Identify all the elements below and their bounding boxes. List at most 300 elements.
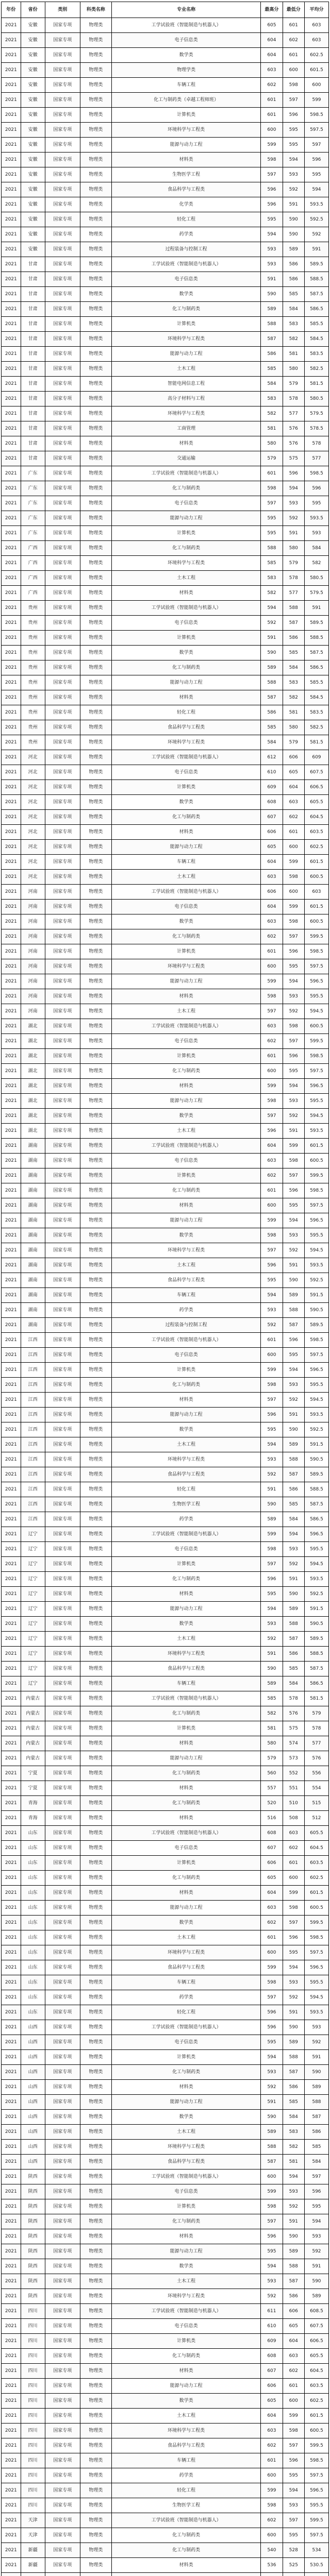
avg-score-cell: 594.5 [304, 1990, 328, 2005]
max-score-cell: 599 [261, 974, 283, 989]
max-score-cell: 601 [261, 1333, 283, 1348]
category-cell: 国家专项 [45, 2199, 80, 2214]
table-row [2, 855, 329, 870]
table-row [2, 2558, 329, 2573]
major-cell: 化工与制药类 [112, 302, 261, 317]
category-cell: 国家专项 [45, 257, 80, 272]
max-score-cell: 600 [261, 1348, 283, 1363]
year-cell: 2021 [2, 526, 21, 541]
min-score-cell: 595 [283, 2468, 304, 2483]
category-cell: 国家专项 [45, 1691, 80, 1706]
table-row [2, 2468, 329, 2483]
major-cell: 工学试验班（智能制造与机器人） [112, 2513, 261, 2528]
avg-score-cell: 603.5 [304, 2379, 328, 2394]
avg-score-cell: 594 [304, 2214, 328, 2229]
table-row [2, 197, 329, 212]
province-cell: 辽宁 [21, 1572, 45, 1587]
year-cell: 2021 [2, 2005, 21, 2020]
subject-cell: 物理类 [80, 601, 111, 616]
min-score-cell: 593 [283, 1094, 304, 1109]
major-cell: 化工与制药类 [112, 2543, 261, 2558]
province-cell: 湖南 [21, 1168, 45, 1183]
category-cell: 国家专项 [45, 1019, 80, 1034]
subject-cell: 物理类 [80, 197, 111, 212]
major-cell: 电子信息类 [112, 1154, 261, 1168]
category-cell: 国家专项 [45, 1542, 80, 1557]
avg-score-cell: 595 [304, 496, 328, 511]
year-cell: 2021 [2, 2199, 21, 2214]
min-score-cell: 592 [283, 1393, 304, 1408]
subject-cell: 物理类 [80, 392, 111, 406]
table-row [2, 974, 329, 989]
province-cell: 甘肃 [21, 421, 45, 436]
province-cell: 内蒙古 [21, 1691, 45, 1706]
table-row [2, 1796, 329, 1811]
max-score-cell: 597 [261, 1004, 283, 1019]
min-score-cell: 592 [283, 1557, 304, 1572]
avg-score-cell: 601.5 [304, 855, 328, 870]
province-cell: 广西 [21, 586, 45, 601]
subject-cell: 物理类 [80, 750, 111, 765]
min-score-cell: 595 [283, 2528, 304, 2543]
avg-score-cell: 587.5 [304, 1497, 328, 1512]
avg-score-cell: 582 [304, 556, 328, 571]
year-cell: 2021 [2, 1736, 21, 1751]
category-cell: 国家专项 [45, 1348, 80, 1363]
subject-cell: 物理类 [80, 1482, 111, 1497]
major-cell: 环境科学与工程类 [112, 406, 261, 421]
max-score-cell: 603 [261, 2424, 283, 2438]
max-score-cell: 598 [261, 152, 283, 167]
year-cell: 2021 [2, 735, 21, 750]
avg-score-cell: 578 [304, 436, 328, 451]
year-cell: 2021 [2, 1527, 21, 1542]
province-cell: 安徽 [21, 33, 45, 48]
table-row [2, 914, 329, 929]
year-cell: 2021 [2, 2184, 21, 2199]
table-row [2, 556, 329, 571]
category-cell: 国家专项 [45, 511, 80, 526]
min-score-cell: 591 [283, 1124, 304, 1139]
table-row [2, 2244, 329, 2259]
province-cell: 安徽 [21, 18, 45, 33]
year-cell: 2021 [2, 2080, 21, 2095]
avg-score-cell: 595.5 [304, 1228, 328, 1243]
province-cell: 湖北 [21, 1094, 45, 1109]
year-cell: 2021 [2, 944, 21, 959]
table-body [2, 18, 329, 2576]
province-cell: 安徽 [21, 227, 45, 242]
table-row [2, 616, 329, 631]
year-cell: 2021 [2, 257, 21, 272]
min-score-cell: 576 [283, 436, 304, 451]
min-score-cell: 603 [283, 795, 304, 810]
year-cell: 2021 [2, 541, 21, 556]
year-cell: 2021 [2, 2140, 21, 2155]
avg-score-cell: 601.5 [304, 1139, 328, 1154]
subject-cell: 物理类 [80, 825, 111, 840]
subject-cell: 物理类 [80, 1318, 111, 1333]
avg-score-cell: 600.5 [304, 1019, 328, 1034]
avg-score-cell: 512 [304, 1811, 328, 1826]
max-score-cell: 516 [261, 1811, 283, 1826]
avg-score-cell: 598.5 [304, 108, 328, 123]
subject-cell: 物理类 [80, 2170, 111, 2184]
province-cell: 安徽 [21, 242, 45, 257]
province-cell: 广东 [21, 526, 45, 541]
category-cell: 国家专项 [45, 33, 80, 48]
category-cell: 国家专项 [45, 1004, 80, 1019]
province-cell: 辽宁 [21, 1542, 45, 1557]
province-cell: 辽宁 [21, 1647, 45, 1662]
min-score-cell: 596 [283, 1049, 304, 1064]
subject-cell: 物理类 [80, 720, 111, 735]
max-score-cell: 596 [261, 197, 283, 212]
major-cell: 能源与动力工程 [112, 1751, 261, 1766]
max-score-cell: 595 [261, 1422, 283, 1437]
major-cell: 数学类 [112, 795, 261, 810]
max-score-cell: 595 [261, 511, 283, 526]
subject-cell: 物理类 [80, 2005, 111, 2020]
year-cell: 2021 [2, 690, 21, 705]
min-score-cell: 588 [283, 1617, 304, 1632]
max-score-cell: 593 [261, 257, 283, 272]
min-score-cell: 603 [283, 1826, 304, 1841]
table-row [2, 1841, 329, 1856]
major-cell: 计算机类 [112, 2050, 261, 2065]
year-cell: 2021 [2, 1408, 21, 1422]
major-cell: 计算机类 [112, 526, 261, 541]
category-cell: 国家专项 [45, 780, 80, 795]
province-cell: 湖南 [21, 1303, 45, 1318]
subject-cell: 物理类 [80, 1766, 111, 1781]
table-row [2, 496, 329, 511]
province-cell: 内蒙古 [21, 1706, 45, 1721]
avg-score-cell: 586.5 [304, 1512, 328, 1527]
table-row [2, 541, 329, 556]
table-row [2, 1452, 329, 1467]
avg-score-cell: 581.5 [304, 735, 328, 750]
max-score-cell: 582 [261, 406, 283, 421]
year-cell: 2021 [2, 765, 21, 780]
table-row [2, 2334, 329, 2349]
category-cell: 国家专项 [45, 1109, 80, 1124]
year-cell: 2021 [2, 1482, 21, 1497]
province-cell: 河南 [21, 974, 45, 989]
table-row [2, 2573, 329, 2576]
avg-score-cell: 592.5 [304, 1273, 328, 1288]
table-row [2, 182, 329, 197]
min-score-cell: 582 [283, 2140, 304, 2155]
min-score-cell: 582 [283, 332, 304, 347]
year-cell: 2021 [2, 1393, 21, 1408]
avg-score-cell: 588.5 [304, 272, 328, 287]
category-cell: 国家专项 [45, 526, 80, 541]
province-cell: 安徽 [21, 93, 45, 108]
table-row [2, 2409, 329, 2424]
min-score-cell: 601 [283, 2379, 304, 2394]
category-cell: 国家专项 [45, 1482, 80, 1497]
avg-score-cell: 598.5 [304, 1333, 328, 1348]
category-cell: 国家专项 [45, 1751, 80, 1766]
subject-cell: 物理类 [80, 1871, 111, 1886]
table-row [2, 1243, 329, 1258]
major-cell: 化工与制药类 [112, 541, 261, 556]
subject-cell: 物理类 [80, 1213, 111, 1228]
province-cell: 山东 [21, 1856, 45, 1871]
subject-cell: 物理类 [80, 780, 111, 795]
max-score-cell: 595 [261, 212, 283, 227]
year-cell: 2021 [2, 1124, 21, 1139]
major-cell: 化学类 [112, 197, 261, 212]
avg-score-cell: 585 [304, 2140, 328, 2155]
avg-score-cell: 588.5 [304, 1647, 328, 1662]
max-score-cell: 598 [261, 1094, 283, 1109]
major-cell: 环境科学与工程类 [112, 735, 261, 750]
max-score-cell: 607 [261, 2364, 283, 2379]
min-score-cell: 577 [283, 586, 304, 601]
max-score-cell: 610 [261, 2319, 283, 2334]
max-score-cell: 604 [261, 2409, 283, 2424]
min-score-cell: 600 [283, 885, 304, 900]
category-cell: 国家专项 [45, 227, 80, 242]
avg-score-cell: 605.5 [304, 795, 328, 810]
major-cell: 数学类 [112, 1916, 261, 1930]
table-row [2, 825, 329, 840]
max-score-cell: 603 [261, 63, 283, 78]
max-score-cell: 596 [261, 1408, 283, 1422]
subject-cell: 物理类 [80, 1393, 111, 1408]
year-cell: 2021 [2, 1049, 21, 1064]
table-row [2, 1154, 329, 1168]
avg-score-cell: 596.5 [304, 1527, 328, 1542]
category-cell: 国家专项 [45, 1721, 80, 1736]
province-cell: 甘肃 [21, 362, 45, 377]
province-cell: 河南 [21, 959, 45, 974]
category-cell: 国家专项 [45, 2483, 80, 2498]
min-score-cell: 594 [283, 2483, 304, 2498]
subject-cell: 物理类 [80, 2020, 111, 2035]
avg-score-cell: 596.5 [304, 1079, 328, 1094]
min-score-cell: 593 [283, 989, 304, 1004]
year-cell: 2021 [2, 302, 21, 317]
category-cell: 国家专项 [45, 1049, 80, 1064]
province-cell: 贵州 [21, 646, 45, 660]
major-cell: 数学类 [112, 1422, 261, 1437]
major-cell: 环境科学与工程类 [112, 1243, 261, 1258]
year-cell: 2021 [2, 1288, 21, 1303]
table-row [2, 287, 329, 302]
year-cell: 2021 [2, 2020, 21, 2035]
major-cell: 电子信息类 [112, 272, 261, 287]
subject-cell: 物理类 [80, 1916, 111, 1930]
year-cell: 2021 [2, 78, 21, 93]
min-score-cell: 600 [283, 1871, 304, 1886]
table-row [2, 2483, 329, 2498]
avg-score-cell: 607.5 [304, 2319, 328, 2334]
year-cell: 2021 [2, 959, 21, 974]
major-cell: 车辆工程 [112, 2453, 261, 2468]
max-score-cell: 603 [261, 870, 283, 885]
table-row [2, 2155, 329, 2170]
province-cell: 宁夏 [21, 1766, 45, 1781]
year-cell: 2021 [2, 1094, 21, 1109]
year-cell: 2021 [2, 571, 21, 586]
category-cell: 国家专项 [45, 197, 80, 212]
min-score-cell: 598 [283, 914, 304, 929]
year-cell: 2021 [2, 2319, 21, 2334]
major-cell: 食品科学与工程类 [112, 1960, 261, 1975]
category-cell: 国家专项 [45, 1333, 80, 1348]
category-cell: 国家专项 [45, 2468, 80, 2483]
subject-cell: 物理类 [80, 2095, 111, 2110]
min-score-cell: 596 [283, 1930, 304, 1945]
year-cell: 2021 [2, 1557, 21, 1572]
avg-score-cell: 592.5 [304, 1587, 328, 1602]
year-cell: 2021 [2, 93, 21, 108]
max-score-cell: 607 [261, 810, 283, 825]
table-row [2, 2170, 329, 2184]
table-row [2, 1751, 329, 1766]
province-cell: 江西 [21, 1497, 45, 1512]
max-score-cell: 601 [261, 2453, 283, 2468]
subject-cell: 物理类 [80, 1183, 111, 1198]
min-score-cell: 591 [283, 197, 304, 212]
subject-cell: 物理类 [80, 2558, 111, 2573]
table-row [2, 2035, 329, 2050]
major-cell: 化工与制药类 [112, 1766, 261, 1781]
avg-score-cell: 597 [304, 2170, 328, 2184]
category-cell: 国家专项 [45, 1437, 80, 1452]
min-score-cell: 596 [283, 2453, 304, 2468]
avg-score-cell: 590 [304, 2065, 328, 2080]
major-cell: 电子信息类 [112, 900, 261, 914]
province-cell: 四川 [21, 2483, 45, 2498]
min-score-cell: 594 [283, 974, 304, 989]
category-cell: 国家专项 [45, 1258, 80, 1273]
category-cell: 国家专项 [45, 1617, 80, 1632]
max-score-cell: 596 [261, 2005, 283, 2020]
major-cell: 生物医学工程 [112, 167, 261, 182]
year-cell: 2021 [2, 1691, 21, 1706]
avg-score-cell: 595 [304, 2199, 328, 2214]
category-cell: 国家专项 [45, 406, 80, 421]
max-score-cell: 596 [261, 2229, 283, 2244]
subject-cell: 物理类 [80, 541, 111, 556]
category-cell: 国家专项 [45, 586, 80, 601]
subject-cell: 物理类 [80, 1527, 111, 1542]
province-cell: 辽宁 [21, 1676, 45, 1691]
province-cell: 陕西 [21, 2229, 45, 2244]
max-score-cell: 540 [261, 2543, 283, 2558]
avg-score-cell: 600.5 [304, 1901, 328, 1916]
avg-score-cell: 593.5 [304, 1572, 328, 1587]
province-cell: 四川 [21, 2379, 45, 2394]
province-cell: 山东 [21, 1975, 45, 1990]
year-cell: 2021 [2, 1721, 21, 1736]
year-cell: 2021 [2, 840, 21, 855]
max-score-cell: 602 [261, 1168, 283, 1183]
year-cell: 2021 [2, 885, 21, 900]
category-cell: 国家专项 [45, 451, 80, 466]
major-cell: 能源与动力工程 [112, 840, 261, 855]
avg-score-cell: 592 [304, 2244, 328, 2259]
max-score-cell: 589 [261, 1512, 283, 1527]
table-row [2, 1482, 329, 1497]
table-row [2, 1437, 329, 1452]
min-score-cell: 594 [283, 481, 304, 496]
category-cell: 国家专项 [45, 421, 80, 436]
subject-cell: 物理类 [80, 631, 111, 646]
year-cell: 2021 [2, 2274, 21, 2289]
min-score-cell: 580 [283, 362, 304, 377]
category-cell: 国家专项 [45, 2424, 80, 2438]
table-row [2, 571, 329, 586]
subject-cell: 物理类 [80, 2453, 111, 2468]
major-cell: 能源与动力工程 [112, 1901, 261, 1916]
table-row [2, 138, 329, 152]
table-row [2, 765, 329, 780]
year-cell: 2021 [2, 660, 21, 675]
major-cell: 工学试验班（智能制造与机器人） [112, 1527, 261, 1542]
subject-cell: 物理类 [80, 406, 111, 421]
max-score-cell: 520 [261, 1796, 283, 1811]
year-cell: 2021 [2, 2170, 21, 2184]
province-cell: 山西 [21, 2065, 45, 2080]
max-score-cell: 588 [261, 675, 283, 690]
major-cell: 能源与动力工程 [112, 974, 261, 989]
table-row [2, 601, 329, 616]
max-score-cell: 589 [261, 2125, 283, 2140]
year-cell: 2021 [2, 1602, 21, 1617]
table-row [2, 1916, 329, 1930]
avg-score-cell: 602.5 [304, 2394, 328, 2409]
avg-score-cell: 608.5 [304, 2304, 328, 2319]
avg-score-cell: 593 [304, 526, 328, 541]
subject-cell: 物理类 [80, 2035, 111, 2050]
category-cell: 国家专项 [45, 167, 80, 182]
province-cell: 山东 [21, 2005, 45, 2020]
province-cell: 辽宁 [21, 1527, 45, 1542]
avg-score-cell: 599.5 [304, 1916, 328, 1930]
major-cell: 计算机类 [112, 108, 261, 123]
major-cell: 土木工程 [112, 1437, 261, 1452]
year-cell: 2021 [2, 1378, 21, 1393]
category-cell: 国家专项 [45, 616, 80, 631]
max-score-cell: 596 [261, 2020, 283, 2035]
category-cell: 国家专项 [45, 914, 80, 929]
category-cell: 国家专项 [45, 272, 80, 287]
major-cell: 化工与制药类 [112, 2528, 261, 2543]
max-score-cell: 586 [261, 347, 283, 362]
province-cell: 湖南 [21, 1154, 45, 1168]
avg-score-cell: 605.5 [304, 1826, 328, 1841]
year-cell: 2021 [2, 780, 21, 795]
avg-score-cell: 578.5 [304, 421, 328, 436]
year-cell: 2021 [2, 1871, 21, 1886]
province-cell: 四川 [21, 2334, 45, 2349]
subject-cell: 物理类 [80, 93, 111, 108]
major-cell: 环境科学与工程类 [112, 556, 261, 571]
subject-cell: 物理类 [80, 451, 111, 466]
avg-score-cell: 597.5 [304, 1945, 328, 1960]
table-row [2, 436, 329, 451]
province-cell: 甘肃 [21, 302, 45, 317]
subject-cell: 物理类 [80, 1662, 111, 1676]
subject-cell: 物理类 [80, 1273, 111, 1288]
category-cell: 国家专项 [45, 2110, 80, 2125]
province-cell: 广东 [21, 496, 45, 511]
